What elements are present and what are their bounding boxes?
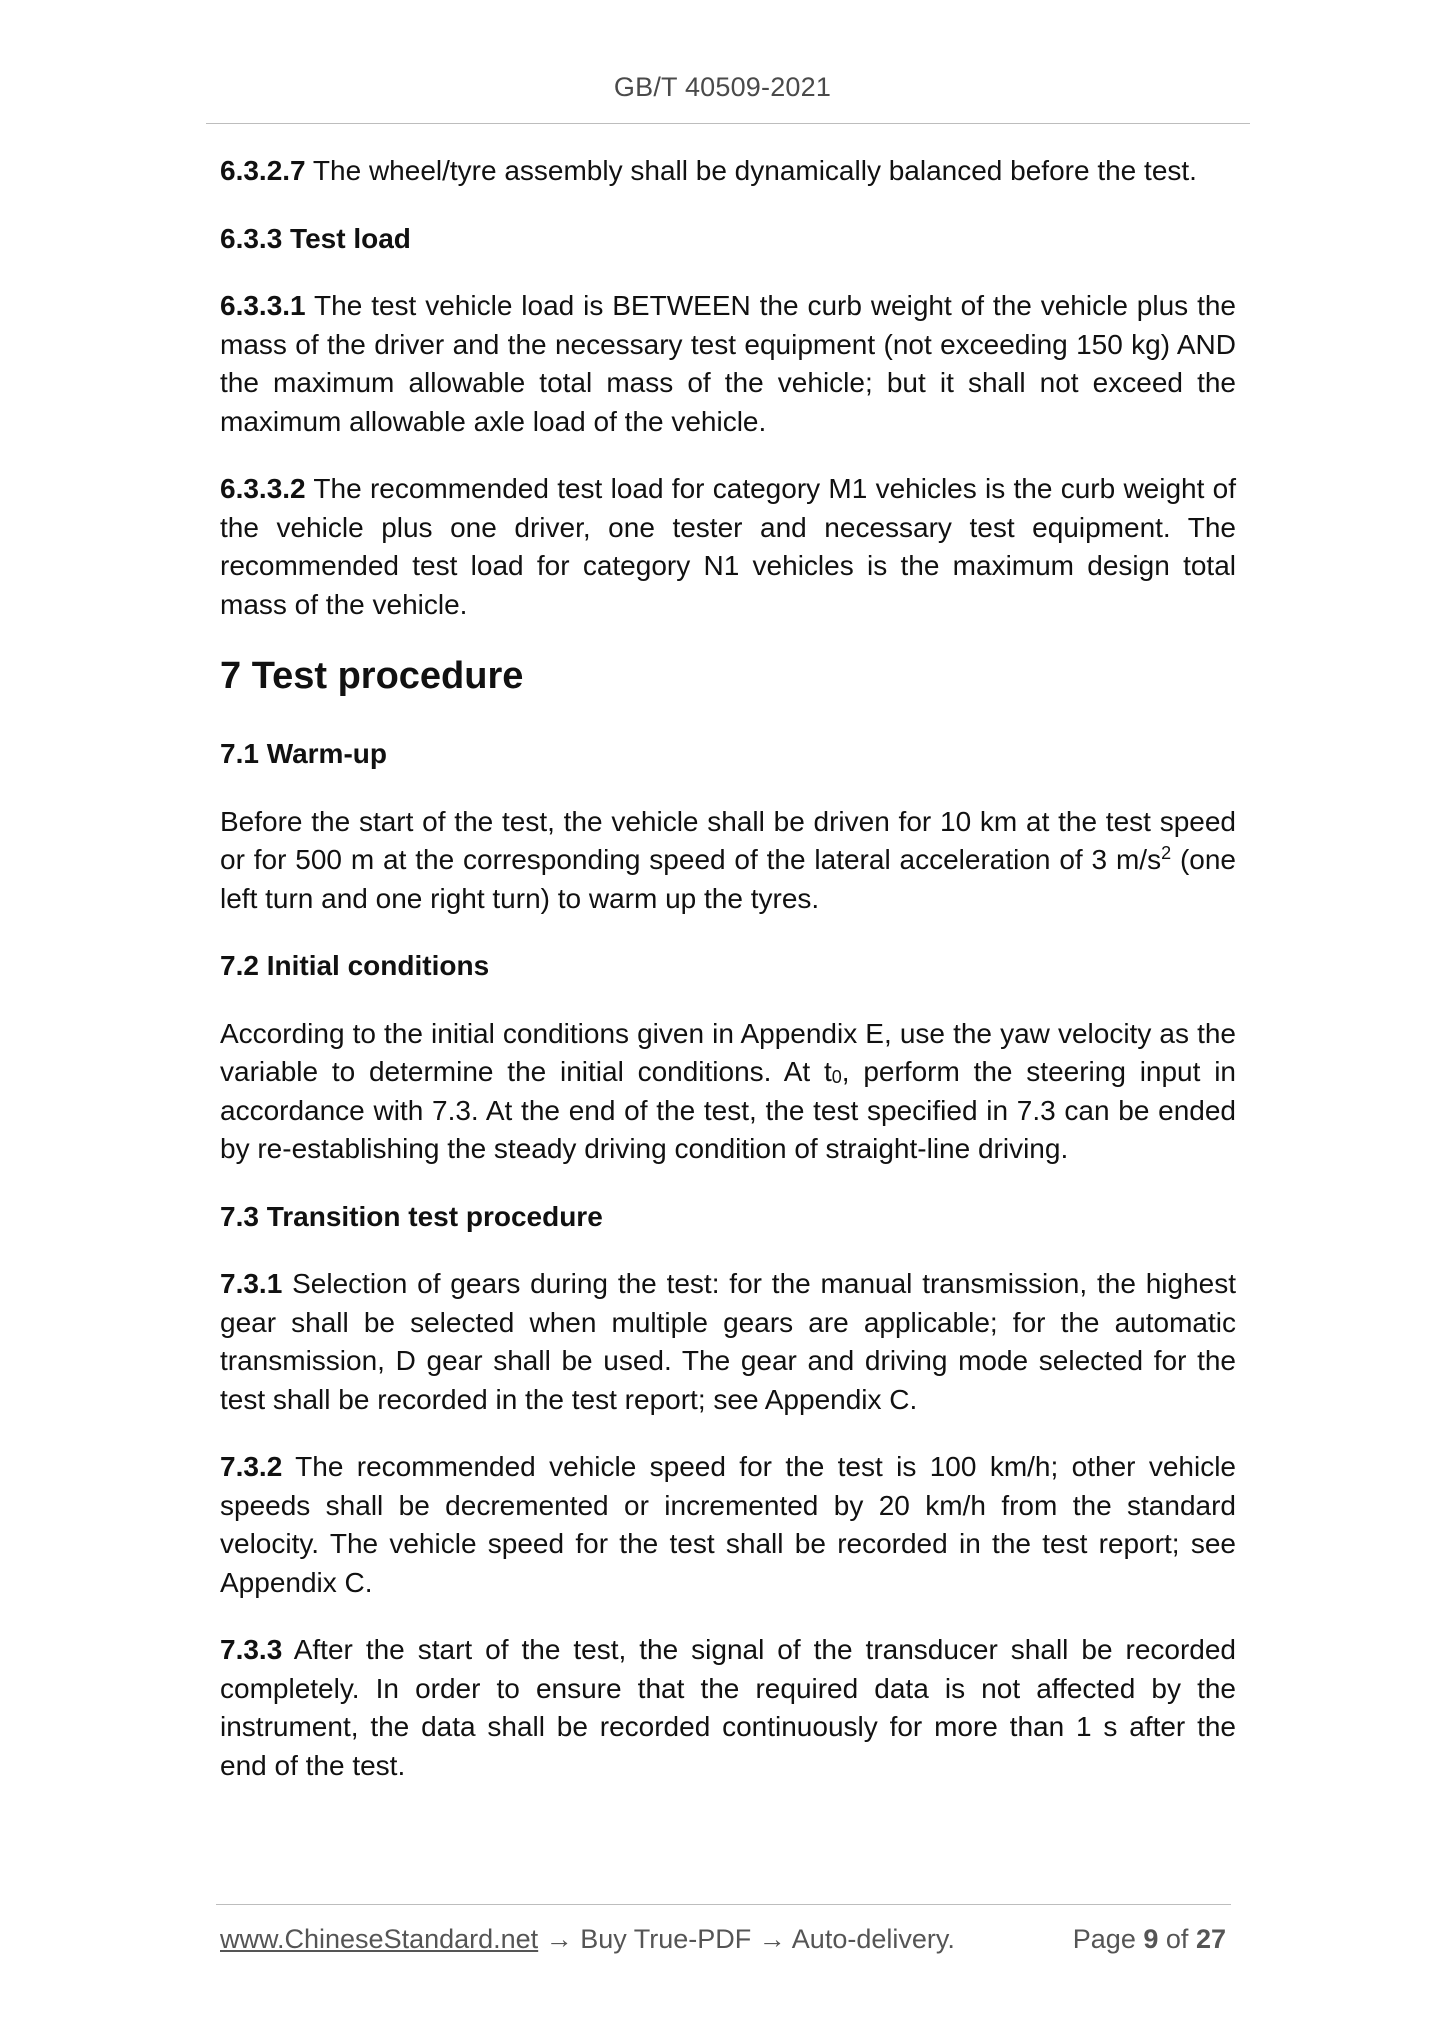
clause-number: 6.3.3.1 xyxy=(220,290,306,321)
clause-text: The test vehicle load is BETWEEN the curb weight of the vehicle plus the mass of the driver and the necessary test equipment (not exceeding 150 kg) AND the maximum allowable total mass of the vehicle; but it shall not exceed the maximum allowable axle load of the vehicle. xyxy=(220,290,1236,437)
clause-6-3-3-1 xyxy=(220,287,1236,441)
page-footer xyxy=(220,1924,1230,1960)
clause-7-2-text xyxy=(220,1015,1236,1169)
clause-6-3-2-7 xyxy=(220,152,1236,191)
header-divider xyxy=(206,123,1250,124)
clause-text: Before the start of the test, the vehicle shall be driven for 10 km at the test speed or for 500 m at the corresponding speed of the lateral acceleration of 3 m/s xyxy=(220,805,1236,875)
footer-promo xyxy=(220,1924,955,1955)
heading-6-3-3: 6.3.3 Test load xyxy=(220,222,411,254)
heading-7-3: 7.3 Transition test procedure xyxy=(220,1200,603,1232)
clause-text: According to the initial conditions given in Appendix E, use the yaw velocity as the variable to determine the initial conditions. At t xyxy=(220,1017,1236,1087)
buy-pdf-text: Buy True-PDF xyxy=(580,1924,752,1954)
arrow-right-icon: → xyxy=(758,1924,786,1954)
current-page: 9 xyxy=(1143,1924,1159,1954)
clause-text: After the start of the test, the signal of the transducer shall be recorded completely. In order to ensure that the required data is not affected by the instrument, the data shall be recorded continuously for more than 1 s after the end of the test. xyxy=(220,1634,1236,1781)
clause-number: 7.3.2 xyxy=(220,1451,283,1482)
total-pages: 27 xyxy=(1195,1924,1226,1954)
clause-7-1-text xyxy=(220,803,1236,919)
arrow-right-icon: → xyxy=(545,1924,573,1954)
clause-number: 7.3.1 xyxy=(220,1268,283,1299)
clause-7-3-1 xyxy=(220,1265,1236,1419)
page-number xyxy=(1073,1924,1226,1955)
footer-divider xyxy=(216,1904,1231,1905)
subscript: 0 xyxy=(831,1067,842,1087)
clause-number: 7.3.3 xyxy=(220,1634,283,1665)
heading-7-2: 7.2 Initial conditions xyxy=(220,950,490,981)
clause-text: The wheel/tyre assembly shall be dynamically balanced before the test. xyxy=(312,155,1197,186)
clause-text-cont: , perform the steering input in accordance with 7.3. At the end of the test, the test specified in 7.3 can be ended by re-establishing the steady driving condition of straight-line driving. xyxy=(220,1056,1236,1164)
of-label: of xyxy=(1165,1924,1189,1954)
clause-6-3-3-2 xyxy=(220,470,1236,624)
heading-7-1: 7.1 Warm-up xyxy=(220,738,387,769)
clause-text-cont: (one left turn and one right turn) to warm up the tyres. xyxy=(220,844,1237,914)
auto-delivery-text: Auto-delivery. xyxy=(791,1924,955,1954)
clause-number: 6.3.2.7 xyxy=(220,155,306,186)
clause-number: 6.3.3.2 xyxy=(220,473,306,504)
clause-7-3-3 xyxy=(220,1631,1236,1785)
chapter-7-title: 7 Test procedure xyxy=(220,655,524,697)
document-header-title: GB/T 40509-2021 xyxy=(613,72,832,102)
website-link[interactable]: www.ChineseStandard.net xyxy=(220,1924,539,1954)
clause-7-3-2 xyxy=(220,1448,1236,1602)
page-label: Page xyxy=(1072,1924,1136,1954)
clause-text: Selection of gears during the test: for the manual transmission, the highest gear shall be selected when multiple gears are applicable; for the automatic transmission, D gear shall be used. The gear and driving mode selected for the test shall be recorded in the test report; see Appendix C. xyxy=(220,1268,1236,1415)
page-content xyxy=(220,152,1236,1814)
clause-text: The recommended vehicle speed for the test is 100 km/h; other vehicle speeds shall be decremented or incremented by 20 km/h from the standard velocity. The vehicle speed for the test shall be recorded in the test report; see Appendix C. xyxy=(220,1451,1236,1598)
superscript: 2 xyxy=(1161,843,1172,863)
clause-text: The recommended test load for category M1 vehicles is the curb weight of the vehicle plus one driver, one tester and necessary test equipment. The recommended test load for category N1 vehicles is the maximum design total mass of the vehicle. xyxy=(220,473,1237,620)
